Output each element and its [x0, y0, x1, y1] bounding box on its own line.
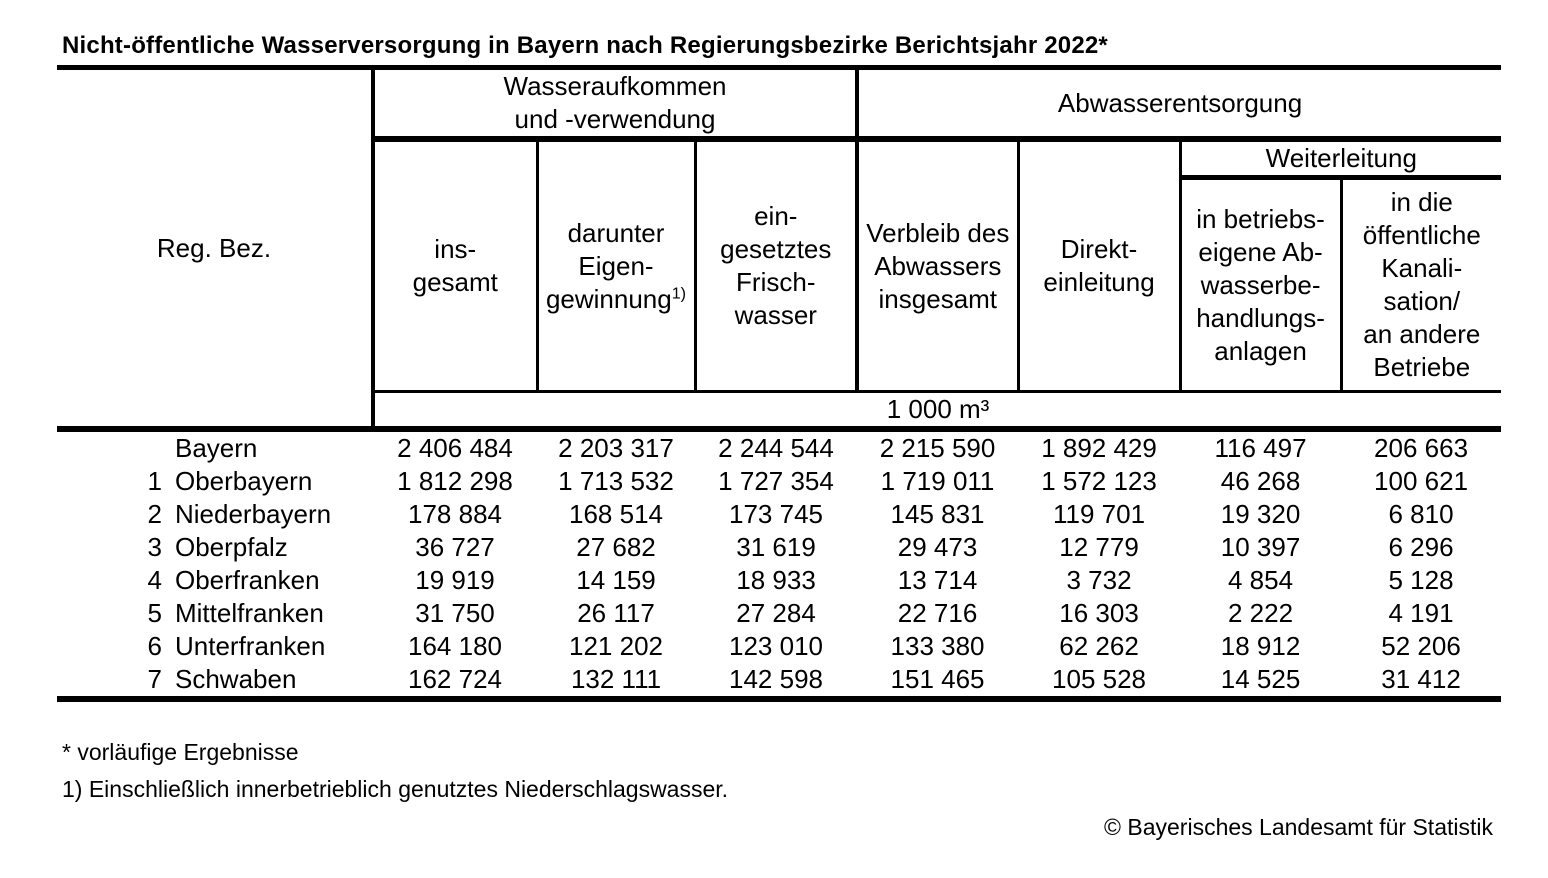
value-cell: 26 117: [577, 598, 655, 628]
value-cell: 14 159: [576, 565, 656, 595]
value-cell: 19 320: [1220, 499, 1301, 529]
value-cell: 2 215 590: [879, 433, 996, 463]
value-cell: 19 919: [415, 565, 495, 595]
value-cell: 14 525: [1180, 663, 1341, 699]
column-header-insgesamt: ins- gesamt: [373, 139, 537, 392]
table-row-oberpfalz: [57, 531, 1501, 564]
value-cell: 4 191: [1388, 598, 1454, 628]
value-cell: 5 128: [1388, 565, 1454, 595]
row-index: 4: [147, 565, 162, 595]
copyright-notice: © Bayerisches Landesamt für Statistik: [1104, 814, 1493, 840]
row-index: 2: [147, 499, 162, 529]
value-cell: 121 202: [569, 631, 663, 661]
value-cell: 151 465: [857, 663, 1018, 699]
footnote-asterisk: * vorläufige Ergebnisse: [62, 739, 299, 765]
value-cell: 119 701: [1053, 499, 1146, 529]
row-label: Unterfranken: [175, 631, 326, 661]
statistics-table: [57, 65, 1501, 702]
row-label: Schwaben: [175, 664, 297, 694]
value-cell: 178 884: [408, 499, 502, 529]
column-header-verbleib-abwasser: Verbleib des Abwassers insgesamt: [857, 139, 1018, 392]
value-cell: 164 180: [408, 631, 502, 661]
row-label: Bayern: [175, 433, 258, 463]
value-cell: 22 716: [897, 598, 978, 628]
value-cell: 27 284: [736, 598, 816, 628]
page-title: Nicht-öffentliche Wasserversorgung in Bayern nach Regierungsbezirke Berichtsjahr 2022*: [62, 32, 1108, 59]
value-cell: 2 203 317: [558, 433, 674, 463]
group-header-wasseraufkommen: Wasseraufkommen und -verwendung: [373, 68, 857, 140]
column-header-direkteinleitung: Direkt- einleitung: [1018, 139, 1180, 392]
value-cell: 29 473: [897, 532, 978, 562]
value-cell: 10 397: [1220, 532, 1301, 562]
value-cell: 145 831: [890, 499, 985, 529]
value-cell: 12 779: [1059, 532, 1139, 562]
row-label: Oberpfalz: [175, 532, 288, 562]
table-row-unterfranken: [57, 630, 1501, 663]
value-cell: 13 714: [897, 565, 978, 595]
row-label: Oberbayern: [175, 466, 313, 496]
value-cell: 1 713 532: [558, 466, 674, 496]
table-row-oberbayern: [57, 465, 1501, 498]
corner-label: Reg. Bez.: [156, 232, 272, 263]
value-cell: 1 572 123: [1041, 466, 1157, 496]
value-cell: 52 206: [1381, 631, 1461, 661]
value-cell: 18 912: [1220, 631, 1301, 661]
row-index: 1: [147, 466, 162, 496]
value-cell: 1 719 011: [880, 466, 995, 496]
column-header-frischwasser: ein- gesetztes Frisch- wasser: [695, 139, 857, 392]
unit-row: [373, 392, 1501, 430]
value-cell: 1 892 429: [1041, 433, 1157, 463]
table-row-mittelfranken: [57, 597, 1501, 630]
group-header-abwasserentsorgung: Abwasserentsorgung: [857, 68, 1501, 140]
group-header-weiterleitung: Weiterleitung: [1180, 139, 1501, 178]
value-cell: 2 244 544: [718, 433, 834, 463]
value-cell: 4 854: [1227, 565, 1294, 595]
column-header-oeffentliche-kanalisation: in die öffentliche Kanali- sation/ an andere Betriebe: [1341, 178, 1501, 392]
value-cell: 1 727 354: [718, 466, 834, 496]
row-label: Mittelfranken: [175, 598, 324, 628]
value-cell: 133 380: [890, 631, 985, 661]
row-index: 3: [147, 532, 162, 562]
value-cell: 18 933: [736, 565, 816, 595]
value-cell: 105 528: [1018, 663, 1180, 699]
value-cell: 100 621: [1374, 466, 1469, 496]
value-cell: 116 497: [1214, 433, 1307, 463]
value-cell: 6 296: [1388, 532, 1454, 562]
row-index: 6: [147, 631, 162, 661]
value-cell: 31 412: [1341, 663, 1501, 699]
value-cell: 36 727: [415, 532, 495, 562]
value-cell: 206 663: [1374, 433, 1469, 463]
value-cell: 3 732: [1066, 565, 1132, 595]
value-cell: 62 262: [1059, 631, 1139, 661]
value-cell: 162 724: [373, 663, 537, 699]
table-row-oberfranken: [57, 564, 1501, 597]
row-label: Niederbayern: [175, 499, 332, 529]
value-cell: 6 810: [1388, 499, 1454, 529]
value-cell: 132 111: [537, 663, 695, 699]
value-cell: 1 812 298: [397, 466, 513, 496]
table-row-bayern: [57, 429, 1501, 465]
value-cell: 46 268: [1220, 466, 1301, 496]
value-cell: 31 619: [736, 532, 816, 562]
table-row-niederbayern: [57, 498, 1501, 531]
table-row-schwaben: [57, 663, 1501, 699]
value-cell: 142 598: [695, 663, 857, 699]
footnote-1-marker: 1): [671, 283, 687, 302]
footnote-1: 1) Einschließlich innerbetrieblich genutztes Niederschlagswasser.: [62, 776, 729, 802]
value-cell: 173 745: [729, 499, 823, 529]
column-header-betriebseigene-anlagen: in betriebs- eigene Ab- wasserbe- handlungs- anlagen: [1180, 178, 1341, 392]
row-index: 5: [147, 598, 162, 628]
value-cell: 27 682: [576, 532, 656, 562]
row-index: 7: [147, 664, 162, 694]
value-cell: 2 222: [1227, 598, 1294, 628]
row-label: Oberfranken: [175, 565, 320, 595]
value-cell: 16 303: [1059, 598, 1139, 628]
column-header-eigengewinnung: darunter Eigen- gewinnung$^{1)}$: [537, 139, 695, 392]
value-cell: 2 406 484: [397, 433, 513, 463]
value-cell: 168 514: [569, 499, 663, 529]
unit-label: 1 000 m³: [886, 394, 990, 424]
value-cell: 31 750: [415, 598, 495, 628]
column-header-reg-bez: [57, 68, 373, 430]
value-cell: 123 010: [729, 631, 823, 661]
